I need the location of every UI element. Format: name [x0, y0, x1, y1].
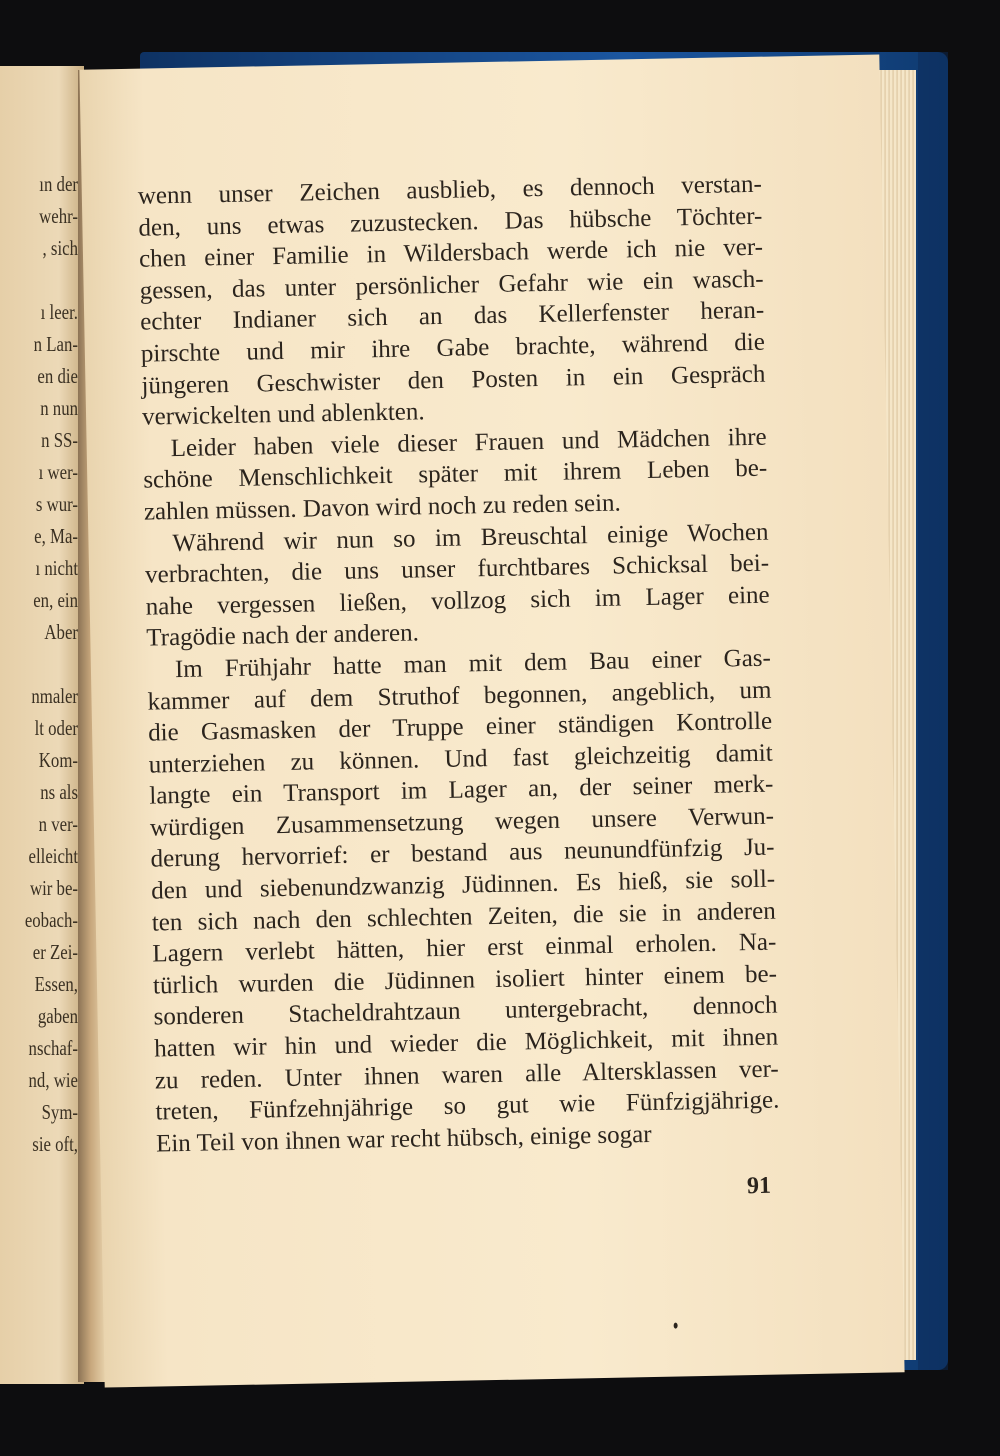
- paragraph: [138, 169, 767, 434]
- left-page-fragment: ı leer.: [40, 300, 78, 324]
- left-page-fragment: Aber: [44, 620, 78, 644]
- text-line: den, uns etwas zuzustecken. Das hübsche Töchter-: [138, 202, 763, 242]
- text-line: echter Indianer sich an das Kellerfenster heran-: [140, 297, 765, 337]
- left-page-fragment: n Lan-: [33, 332, 78, 356]
- left-page-fragment: Kom-: [38, 748, 78, 772]
- left-page-fragment: n ver-: [38, 812, 78, 836]
- left-page: [0, 66, 84, 1384]
- page-number: 91: [746, 1172, 772, 1200]
- right-page: [79, 54, 904, 1387]
- text-line: würdigen Zusammensetzung wegen unsere Verwun-: [149, 802, 775, 842]
- left-page-fragment: ı wer-: [38, 460, 78, 484]
- text-line: Während wir nun so im Breuschtal einige Wochen: [172, 518, 769, 557]
- text-line: Lagern verlebt hätten, hier erst einmal erholen. Na-: [152, 928, 777, 968]
- text-line: verwickelten und ablenkten.: [141, 398, 425, 431]
- left-page-fragment: ın der: [39, 172, 78, 196]
- text-line: die Gasmasken der Truppe einer ständigen Kontrolle: [147, 707, 773, 747]
- text-line: zahlen müssen. Davon wird noch zu reden sein.: [143, 489, 622, 526]
- left-page-fragment: s wur-: [35, 492, 78, 516]
- left-page-fragment: nd, wie: [28, 1068, 78, 1092]
- paragraph: [147, 643, 781, 1160]
- text-line: den und siebenundzwanzig Jüdinnen. Es hieß, sie soll-: [150, 865, 776, 905]
- left-page-fragment: , sich: [42, 236, 78, 260]
- left-page-fragment: sie oft,: [32, 1132, 78, 1156]
- text-line: kammer auf dem Struthof begonnen, angeblich, um: [147, 676, 772, 716]
- text-line: wenn unser Zeichen ausblieb, es dennoch verstan-: [137, 170, 763, 210]
- paragraph: [144, 516, 770, 654]
- left-page-fragment: ns als: [40, 780, 78, 804]
- left-page-fragment: Sym-: [41, 1100, 78, 1124]
- text-line: ten sich nach den schlechten Zeiten, die sie in anderen: [151, 897, 776, 937]
- text-line: pirschte und mir ihre Gabe brachte, während die: [140, 328, 766, 368]
- left-page-fragment: Essen,: [34, 972, 78, 996]
- text-line: zu reden. Unter ihnen waren alle Altersklassen ver-: [154, 1055, 779, 1095]
- text-line: Tragödie nach der anderen.: [146, 619, 420, 652]
- text-line: langte ein Transport im Lager an, der seiner merk-: [149, 770, 774, 810]
- text-line: hatten wir hin und wieder die Möglichkeit, mit ihnen: [153, 1023, 779, 1063]
- left-page-fragment: er Zei-: [32, 940, 78, 964]
- page-text: [138, 169, 781, 1160]
- left-page-fragment: n nun: [40, 396, 78, 420]
- text-line: schöne Menschlichkeit später mit ihrem Leben be-: [143, 455, 768, 494]
- text-line: jüngeren Geschwister den Posten in ein Gespräch: [141, 360, 766, 400]
- left-page-fragment: n SS-: [41, 428, 78, 452]
- left-page-fragment: eobach-: [24, 908, 79, 932]
- left-page-fragment: nmaler: [31, 684, 78, 708]
- text-line: sonderen Stacheldrahtzaun untergebracht, dennoch: [153, 992, 778, 1031]
- text-line: nahe vergessen ließen, vollzog sich im Lager eine: [145, 581, 770, 621]
- left-page-fragment: ı nicht: [35, 556, 78, 580]
- text-line: unterziehen zu können. Und fast gleichzeitig damit: [148, 739, 773, 779]
- text-line: türlich wurden die Jüdinnen isoliert hinter einem be-: [152, 960, 778, 1000]
- text-line: Ein Teil von ihnen war recht hübsch, einige sogar: [155, 1120, 652, 1158]
- cover-shadow: [918, 52, 948, 1370]
- text-line: verbrachten, die uns unser furchtbares Schicksal bei-: [144, 549, 770, 589]
- left-page-fragment: en, ein: [33, 588, 78, 612]
- left-page-fragment: en die: [37, 364, 78, 388]
- text-line: chen einer Familie in Wildersbach werde ich nie ver-: [138, 233, 764, 273]
- left-page-fragment: e, Ma-: [34, 524, 78, 548]
- text-line: treten, Fünfzehnjährige so gut wie Fünfzigjährige.: [155, 1086, 780, 1126]
- left-page-fragment: lt oder: [34, 716, 78, 740]
- text-line: Im Frühjahr hatte man mit dem Bau einer Gas-: [174, 644, 772, 683]
- left-page-fragment: elleicht: [28, 844, 78, 868]
- text-line: gessen, das unter persönlicher Gefahr wie ein wasch-: [139, 265, 764, 305]
- paragraph: [142, 421, 768, 528]
- left-page-fragment: wehr-: [39, 204, 78, 228]
- left-page-fragment: nschaf-: [28, 1036, 78, 1060]
- left-page-fragment: gaben: [37, 1004, 78, 1028]
- ink-speck: [674, 1323, 678, 1329]
- text-line: derung hervorrief: er bestand aus neunundfünfzig Ju-: [150, 834, 775, 874]
- text-line: Leider haben viele dieser Frauen und Mädchen ihre: [170, 423, 767, 462]
- left-page-fragment: wir be-: [29, 876, 79, 900]
